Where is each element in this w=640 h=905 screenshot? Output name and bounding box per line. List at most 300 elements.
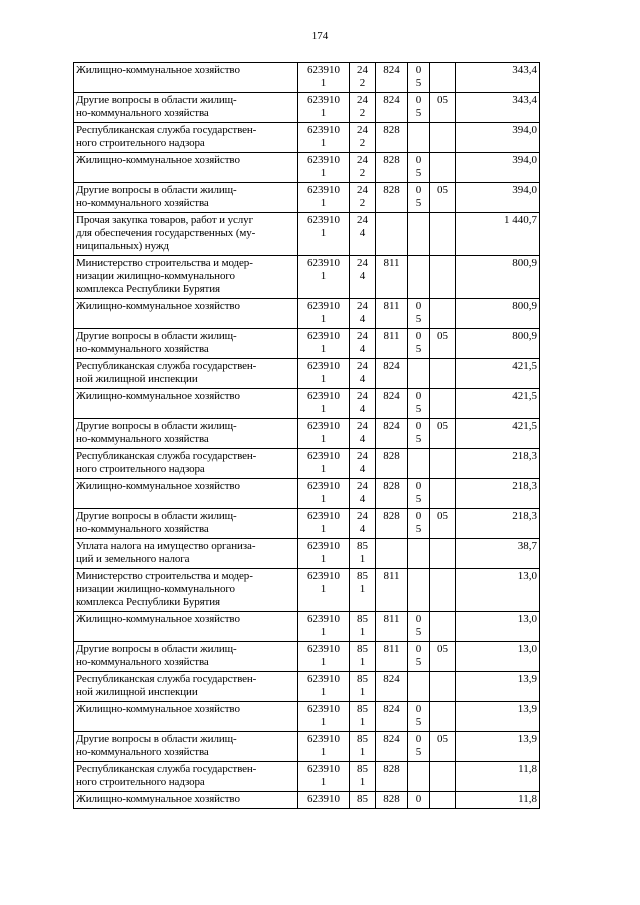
expense-type-code-line: 85	[357, 540, 368, 552]
budget-item-name	[74, 419, 298, 449]
section-code	[408, 93, 430, 123]
expense-type-code-line: 24	[357, 420, 368, 432]
target-article-code	[298, 419, 350, 449]
expense-type-code-line: 24	[357, 154, 368, 166]
target-article-code	[298, 732, 350, 762]
section-code	[408, 642, 430, 672]
target-article-code-line: 623910	[307, 613, 340, 625]
section-code	[408, 256, 430, 299]
budget-item-name-line: комплекса Республики Бурятия	[76, 596, 221, 608]
administrator-code: 824	[376, 389, 408, 419]
table-row	[74, 449, 540, 479]
target-article-code	[298, 762, 350, 792]
expense-type-code-line: 24	[357, 94, 368, 106]
page-number: 174	[311, 30, 329, 42]
table-row	[74, 123, 540, 153]
administrator-code	[376, 213, 408, 256]
subsection-code: 05	[430, 183, 456, 213]
section-code	[408, 299, 430, 329]
subsection-code	[430, 153, 456, 183]
target-article-code	[298, 672, 350, 702]
section-code	[408, 153, 430, 183]
budget-item-name	[74, 612, 298, 642]
section-code	[408, 792, 430, 809]
budget-item-name-line: Другие вопросы в области жилищ-	[76, 510, 237, 522]
target-article-code-line: 1	[320, 493, 327, 505]
administrator-code: 824	[376, 63, 408, 93]
subsection-code	[430, 792, 456, 809]
target-article-code	[298, 612, 350, 642]
target-article-code-line: 1	[320, 167, 327, 179]
subsection-code	[430, 762, 456, 792]
amount: 800,9	[456, 256, 540, 299]
amount: 394,0	[456, 153, 540, 183]
expense-type-code-line: 2	[359, 77, 366, 89]
section-code-line: 5	[415, 523, 422, 535]
section-code-line: 0	[415, 613, 422, 625]
section-code	[408, 732, 430, 762]
target-article-code-line: 623910	[307, 450, 340, 462]
section-code-line: 0	[415, 703, 422, 715]
expense-type-code-line: 24	[357, 184, 368, 196]
target-article-code-line: 1	[320, 270, 327, 282]
budget-item-name-line: Республиканская служба государствен-	[76, 673, 257, 685]
target-article-code	[298, 123, 350, 153]
section-code	[408, 702, 430, 732]
administrator-code	[376, 539, 408, 569]
expense-type-code-line: 2	[359, 137, 366, 149]
budget-item-name-line: Жилищно-коммунальное хозяйство	[76, 64, 240, 76]
expense-type-code-line: 85	[357, 570, 368, 582]
budget-item-name-line: ной жилищной инспекции	[76, 686, 198, 698]
budget-item-name-line: Жилищно-коммунальное хозяйство	[76, 390, 240, 402]
subsection-code	[430, 389, 456, 419]
target-article-code-line: 1	[320, 403, 327, 415]
target-article-code-line: 1	[320, 656, 327, 668]
target-article-code-line: 623910	[307, 540, 340, 552]
target-article-code-line: 623910	[307, 330, 340, 342]
table-row	[74, 389, 540, 419]
amount: 13,9	[456, 702, 540, 732]
section-code	[408, 672, 430, 702]
subsection-code	[430, 256, 456, 299]
expense-type-code-line: 24	[357, 360, 368, 372]
subsection-code: 05	[430, 509, 456, 539]
expense-type-code-line: 4	[359, 493, 366, 505]
expense-type-code	[350, 672, 376, 702]
section-code-line: 5	[415, 716, 422, 728]
amount: 421,5	[456, 359, 540, 389]
target-article-code-line: 1	[320, 523, 327, 535]
expense-type-code-line: 24	[357, 214, 368, 226]
amount: 421,5	[456, 419, 540, 449]
target-article-code-line: 623910	[307, 64, 340, 76]
table-row	[74, 612, 540, 642]
target-article-code	[298, 449, 350, 479]
expense-type-code	[350, 732, 376, 762]
section-code-line: 0	[415, 330, 422, 342]
amount: 343,4	[456, 93, 540, 123]
target-article-code	[298, 359, 350, 389]
section-code	[408, 612, 430, 642]
section-code-line: 0	[415, 154, 422, 166]
section-code-line: 5	[415, 493, 422, 505]
expense-type-code-line: 1	[359, 716, 366, 728]
amount: 218,3	[456, 449, 540, 479]
expense-type-code-line: 2	[359, 197, 366, 209]
expense-type-code	[350, 509, 376, 539]
table-row	[74, 93, 540, 123]
amount: 11,8	[456, 762, 540, 792]
subsection-code	[430, 299, 456, 329]
expense-type-code	[350, 702, 376, 732]
section-code-line: 0	[415, 643, 422, 655]
expense-type-code-line: 1	[359, 626, 366, 638]
target-article-code-line: 623910	[307, 390, 340, 402]
target-article-code	[298, 183, 350, 213]
section-code	[408, 63, 430, 93]
expense-type-code-line: 2	[359, 167, 366, 179]
expense-type-code-line: 24	[357, 390, 368, 402]
expense-type-code-line: 4	[359, 463, 366, 475]
budget-item-name	[74, 762, 298, 792]
budget-item-name-line: Республиканская служба государствен-	[76, 360, 257, 372]
budget-item-name-line: ной жилищной инспекции	[76, 373, 198, 385]
expense-type-code	[350, 63, 376, 93]
expense-type-code	[350, 762, 376, 792]
target-article-code	[298, 642, 350, 672]
administrator-code: 828	[376, 762, 408, 792]
amount: 343,4	[456, 63, 540, 93]
section-code-line: 0	[415, 390, 422, 402]
expense-type-code-line: 4	[359, 403, 366, 415]
expense-type-code-line: 85	[357, 703, 368, 715]
table-row	[74, 702, 540, 732]
expense-type-code-line: 85	[357, 763, 368, 775]
administrator-code: 824	[376, 93, 408, 123]
amount: 13,0	[456, 642, 540, 672]
administrator-code: 824	[376, 359, 408, 389]
administrator-code: 828	[376, 509, 408, 539]
subsection-code: 05	[430, 93, 456, 123]
expense-type-code-line: 1	[359, 776, 366, 788]
section-code	[408, 539, 430, 569]
target-article-code-line: 1	[320, 583, 327, 595]
amount: 800,9	[456, 299, 540, 329]
budget-item-name-line: но-коммунального хозяйства	[76, 656, 209, 668]
expense-type-code-line: 4	[359, 343, 366, 355]
section-code-line: 5	[415, 626, 422, 638]
budget-item-name-line: Другие вопросы в области жилищ-	[76, 330, 237, 342]
section-code	[408, 449, 430, 479]
target-article-code-line: 1	[320, 776, 327, 788]
table-row	[74, 213, 540, 256]
budget-item-name-line: но-коммунального хозяйства	[76, 343, 209, 355]
expense-type-code	[350, 359, 376, 389]
administrator-code: 828	[376, 183, 408, 213]
budget-item-name-line: Республиканская служба государствен-	[76, 124, 257, 136]
target-article-code	[298, 539, 350, 569]
table-body	[74, 63, 540, 809]
target-article-code-line: 623910	[307, 420, 340, 432]
target-article-code-line: 1	[320, 197, 327, 209]
section-code-line: 0	[415, 733, 422, 745]
target-article-code-line: 623910	[307, 570, 340, 582]
target-article-code-line: 623910	[307, 360, 340, 372]
budget-item-name	[74, 732, 298, 762]
budget-item-name	[74, 569, 298, 612]
budget-item-name-line: Другие вопросы в области жилищ-	[76, 420, 237, 432]
expense-type-code	[350, 183, 376, 213]
table-row	[74, 642, 540, 672]
budget-item-name-line: низации жилищно-коммунального	[76, 270, 235, 282]
budget-item-name	[74, 153, 298, 183]
target-article-code-line: 1	[320, 227, 327, 239]
section-code-line: 5	[415, 197, 422, 209]
table-row	[74, 792, 540, 809]
section-code	[408, 419, 430, 449]
expense-type-code	[350, 539, 376, 569]
budget-item-name-line: Другие вопросы в области жилищ-	[76, 733, 237, 745]
section-code-line: 5	[415, 746, 422, 758]
section-code-line: 5	[415, 433, 422, 445]
amount: 13,0	[456, 569, 540, 612]
expense-type-code-line: 4	[359, 227, 366, 239]
budget-item-name	[74, 642, 298, 672]
budget-item-name	[74, 93, 298, 123]
expense-type-code	[350, 256, 376, 299]
target-article-code-line: 623910	[307, 214, 340, 226]
budget-item-name-line: комплекса Республики Бурятия	[76, 283, 221, 295]
section-code-line: 0	[415, 480, 422, 492]
budget-item-name-line: Уплата налога на имущество организа-	[76, 540, 256, 552]
budget-item-name-line: ного строительного надзора	[76, 776, 205, 788]
expense-type-code-line: 1	[359, 746, 366, 758]
expense-type-code-line: 24	[357, 450, 368, 462]
administrator-code: 824	[376, 419, 408, 449]
subsection-code: 05	[430, 642, 456, 672]
expense-type-code-line: 1	[359, 686, 366, 698]
expense-type-code-line: 1	[359, 656, 366, 668]
expense-type-code	[350, 329, 376, 359]
expense-type-code-line: 24	[357, 510, 368, 522]
target-article-code-line: 623910	[307, 793, 340, 805]
section-code-line: 0	[415, 420, 422, 432]
budget-item-name	[74, 123, 298, 153]
section-code	[408, 213, 430, 256]
expense-type-code-line: 85	[357, 673, 368, 685]
budget-item-name-line: Жилищно-коммунальное хозяйство	[76, 613, 240, 625]
target-article-code	[298, 93, 350, 123]
section-code-line: 5	[415, 343, 422, 355]
target-article-code-line: 1	[320, 107, 327, 119]
section-code	[408, 389, 430, 419]
target-article-code	[298, 299, 350, 329]
section-code-line: 0	[415, 94, 422, 106]
budget-item-name	[74, 539, 298, 569]
expense-type-code	[350, 389, 376, 419]
expense-type-code-line: 4	[359, 373, 366, 385]
budget-item-name-line: Жилищно-коммунальное хозяйство	[76, 154, 240, 166]
target-article-code-line: 623910	[307, 510, 340, 522]
budget-item-name-line: ниципальных) нужд	[76, 240, 169, 252]
subsection-code	[430, 359, 456, 389]
amount: 218,3	[456, 509, 540, 539]
budget-item-name-line: Прочая закупка товаров, работ и услуг	[76, 214, 253, 226]
expense-type-code	[350, 792, 376, 809]
budget-item-name	[74, 702, 298, 732]
budget-item-name-line: Республиканская служба государствен-	[76, 763, 257, 775]
budget-item-name	[74, 183, 298, 213]
target-article-code-line: 623910	[307, 733, 340, 745]
amount: 800,9	[456, 329, 540, 359]
budget-item-name	[74, 299, 298, 329]
administrator-code: 811	[376, 612, 408, 642]
table-row	[74, 359, 540, 389]
target-article-code-line: 1	[320, 626, 327, 638]
budget-item-name-line: но-коммунального хозяйства	[76, 523, 209, 535]
table-row	[74, 299, 540, 329]
administrator-code: 828	[376, 123, 408, 153]
budget-item-name-line: Министерство строительства и модер-	[76, 570, 253, 582]
administrator-code: 811	[376, 256, 408, 299]
expense-type-code-line: 24	[357, 124, 368, 136]
expense-type-code-line: 24	[357, 300, 368, 312]
table-row	[74, 539, 540, 569]
target-article-code-line: 623910	[307, 184, 340, 196]
target-article-code	[298, 702, 350, 732]
section-code	[408, 183, 430, 213]
budget-item-name	[74, 389, 298, 419]
amount: 38,7	[456, 539, 540, 569]
section-code-line: 0	[415, 510, 422, 522]
target-article-code-line: 1	[320, 746, 327, 758]
budget-item-name-line: для обеспечения государственных (му-	[76, 227, 256, 239]
administrator-code: 811	[376, 569, 408, 612]
expense-type-code	[350, 642, 376, 672]
target-article-code-line: 623910	[307, 154, 340, 166]
subsection-code	[430, 539, 456, 569]
target-article-code-line: 623910	[307, 124, 340, 136]
subsection-code: 05	[430, 732, 456, 762]
expense-type-code-line: 4	[359, 270, 366, 282]
table-row	[74, 419, 540, 449]
expense-type-code	[350, 479, 376, 509]
section-code-line: 5	[415, 403, 422, 415]
section-code	[408, 509, 430, 539]
section-code	[408, 359, 430, 389]
target-article-code-line: 1	[320, 686, 327, 698]
budget-item-name	[74, 792, 298, 809]
target-article-code	[298, 792, 350, 809]
section-code-line: 5	[415, 313, 422, 325]
target-article-code	[298, 329, 350, 359]
budget-item-name	[74, 213, 298, 256]
budget-item-name-line: Жилищно-коммунальное хозяйство	[76, 300, 240, 312]
budget-item-name-line: Жилищно-коммунальное хозяйство	[76, 703, 240, 715]
target-article-code-line: 623910	[307, 257, 340, 269]
budget-item-name-line: Жилищно-коммунальное хозяйство	[76, 793, 240, 805]
table-row	[74, 153, 540, 183]
table-row	[74, 183, 540, 213]
budget-item-name-line: Другие вопросы в области жилищ-	[76, 643, 237, 655]
table-row	[74, 329, 540, 359]
subsection-code	[430, 612, 456, 642]
amount: 1 440,7	[456, 213, 540, 256]
table-row	[74, 509, 540, 539]
expense-type-code	[350, 449, 376, 479]
section-code-line: 5	[415, 167, 422, 179]
budget-item-name	[74, 479, 298, 509]
target-article-code-line: 1	[320, 463, 327, 475]
expense-type-code-line: 24	[357, 330, 368, 342]
target-article-code	[298, 153, 350, 183]
budget-table	[73, 62, 540, 809]
target-article-code	[298, 256, 350, 299]
budget-item-name-line: ного строительного надзора	[76, 463, 205, 475]
expense-type-code-line: 85	[357, 793, 368, 805]
administrator-code: 811	[376, 329, 408, 359]
budget-item-name	[74, 63, 298, 93]
target-article-code-line: 1	[320, 343, 327, 355]
section-code-line: 5	[415, 107, 422, 119]
expense-type-code-line: 85	[357, 733, 368, 745]
expense-type-code-line: 4	[359, 523, 366, 535]
target-article-code-line: 623910	[307, 480, 340, 492]
table-row	[74, 479, 540, 509]
administrator-code: 828	[376, 153, 408, 183]
expense-type-code-line: 24	[357, 257, 368, 269]
subsection-code	[430, 702, 456, 732]
section-code-line: 0	[415, 793, 422, 805]
budget-item-name-line: но-коммунального хозяйства	[76, 107, 209, 119]
target-article-code-line: 1	[320, 373, 327, 385]
expense-type-code-line: 85	[357, 643, 368, 655]
amount: 13,0	[456, 612, 540, 642]
expense-type-code-line: 1	[359, 583, 366, 595]
administrator-code: 811	[376, 299, 408, 329]
administrator-code: 828	[376, 792, 408, 809]
expense-type-code-line: 85	[357, 613, 368, 625]
expense-type-code	[350, 419, 376, 449]
budget-item-name	[74, 449, 298, 479]
budget-item-name	[74, 256, 298, 299]
budget-item-name-line: ного строительного надзора	[76, 137, 205, 149]
expense-type-code-line: 24	[357, 64, 368, 76]
table-row	[74, 762, 540, 792]
subsection-code	[430, 123, 456, 153]
section-code	[408, 123, 430, 153]
amount: 421,5	[456, 389, 540, 419]
expense-type-code	[350, 569, 376, 612]
table-row	[74, 732, 540, 762]
budget-item-name-line: но-коммунального хозяйства	[76, 433, 209, 445]
table-row	[74, 256, 540, 299]
expense-type-code-line: 1	[359, 553, 366, 565]
target-article-code-line: 623910	[307, 300, 340, 312]
target-article-code-line: 1	[320, 433, 327, 445]
target-article-code-line: 623910	[307, 703, 340, 715]
amount: 11,8	[456, 792, 540, 809]
budget-item-name	[74, 359, 298, 389]
target-article-code-line: 1	[320, 716, 327, 728]
amount: 218,3	[456, 479, 540, 509]
target-article-code-line: 1	[320, 313, 327, 325]
target-article-code	[298, 509, 350, 539]
section-code-line: 0	[415, 300, 422, 312]
administrator-code: 824	[376, 702, 408, 732]
target-article-code	[298, 213, 350, 256]
